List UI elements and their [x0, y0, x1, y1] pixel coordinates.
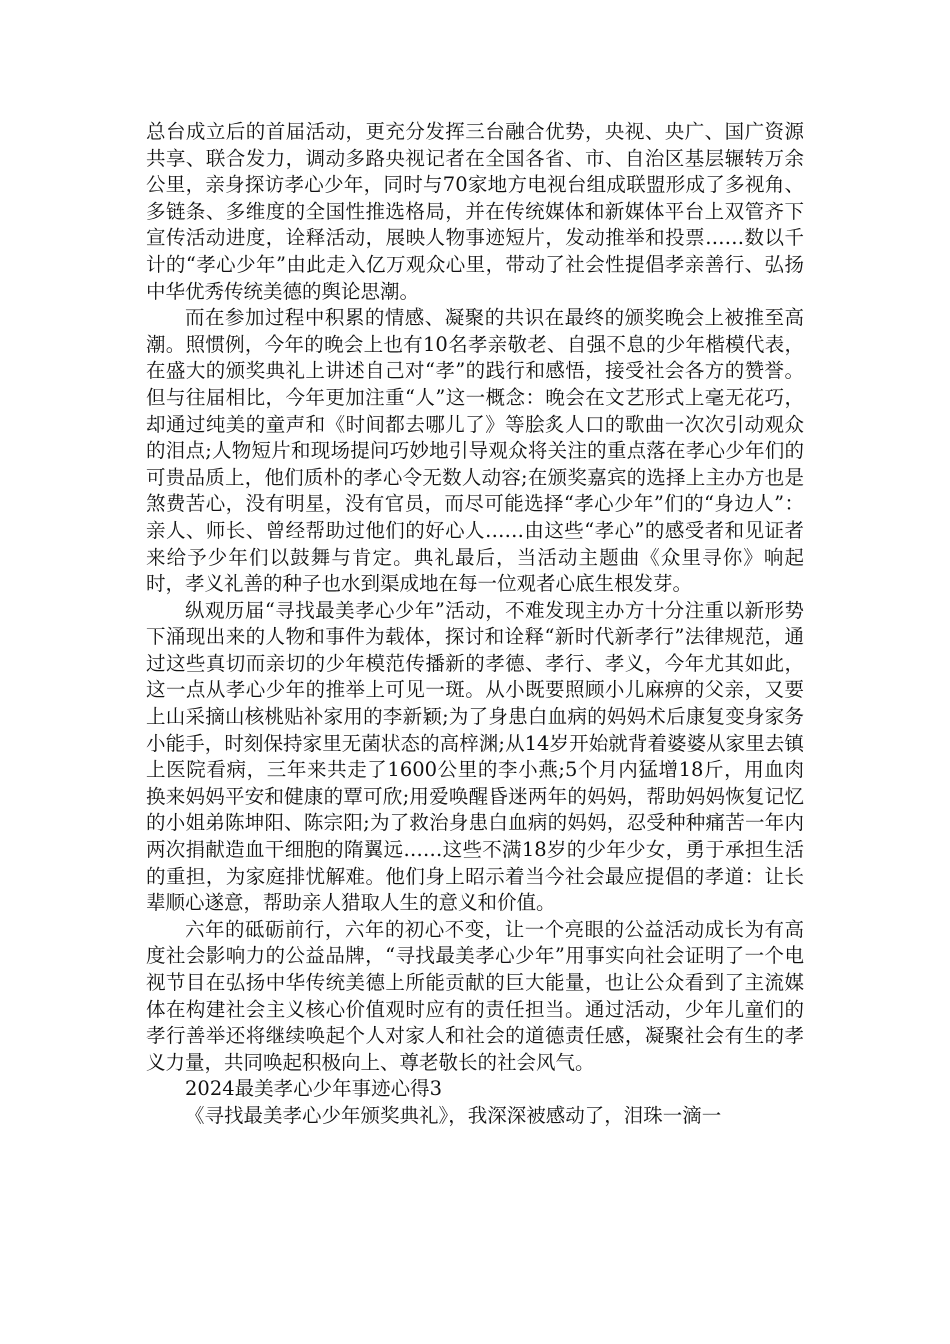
paragraph-1: 总台成立后的首届活动，更充分发挥三台融合优势，央视、央广、国广资源共享、联合发力，调动多路央视记者在全国各省、市、自治区基层辗转万余公里，亲身探访孝心少年，同时与70家地方电视台组成联盟形成了多视角、多链条、多维度的全国性推选格局，并在传统媒体和新媒体平台上双管齐下宣传活动进度，诠释活动，展映人物事迹短片，发动推举和投票……数以千计的“孝心少年”由此走入亿万观众心里，带动了社会性提倡孝亲善行、弘扬中华优秀传统美德的舆论思潮。 [146, 120, 804, 303]
paragraph-2: 而在参加过程中积累的情感、凝聚的共识在最终的颁奖晚会上被推至高潮。照惯例，今年的晚会上也有10名孝亲敬老、自强不息的少年楷模代表，在盛大的颁奖典礼上讲述自己对“孝”的践行和感悟，接受社会各方的赞誉。但与往届相比，今年更加注重“人”这一概念：晚会在文艺形式上毫无花巧，却通过纯美的童声和《时间都去哪儿了》等脍炙人口的歌曲一次次引动观众的泪点;人物短片和现场提问巧妙地引导观众将关注的重点落在孝心少年们的可贵品质上，他们质朴的孝心令无数人动容;在颁奖嘉宾的选择上主办方也是煞费苦心，没有明星，没有官员，而尽可能选择“孝心少年”们的“身边人”：亲人、师长、曾经帮助过他们的好心人……由这些“孝心”的感受者和见证者来给予少年们以鼓舞与肯定。典礼最后，当活动主题曲《众里寻你》响起时，孝义礼善的种子也水到渠成地在每一位观者心底生根发芽。 [146, 306, 804, 596]
paragraph-3: 纵观历届“寻找最美孝心少年”活动，不难发现主办方十分注重以新形势下涌现出来的人物和事件为载体，探讨和诠释“新时代新孝行”法律规范，通过这些真切而亲切的少年模范传播新的孝德、孝行、孝义，今年尤其如此，这一点从孝心少年的推举上可见一斑。从小既要照顾小儿麻痹的父亲，又要上山采摘山核桃贴补家用的李新颖;为了身患白血病的妈妈术后康复变身家务小能手，时刻保持家里无菌状态的高梓渊;从14岁开始就背着婆婆从家里去镇上医院看病，三年来共走了1600公里的李小燕;5个月内猛增18斤，用血肉换来妈妈平安和健康的覃可欣;用爱唤醒昏迷两年的妈妈，帮助妈妈恢复记忆的小姐弟陈坤阳、陈宗阳;为了救治身患白血病的妈妈，忍受种种痛苦一年内两次捐献造血干细胞的隋翼远……这些不满18岁的少年少女，勇于承担生活的重担，为家庭排忧解难。他们身上昭示着当今社会最应提倡的孝道：让长辈顺心遂意，帮助亲人猎取人生的意义和价值。 [146, 598, 804, 915]
paragraph-4: 六年的砥砺前行，六年的初心不变，让一个亮眼的公益活动成长为有高度社会影响力的公益品牌，“寻找最美孝心少年”用事实向社会证明了一个电视节目在弘扬中华传统美德上所能贡献的巨大能量，也让公众看到了主流媒体在构建社会主义核心价值观时应有的责任担当。通过活动，少年儿童们的孝行善举还将继续唤起个人对家人和社会的道德责任感，凝聚社会有生的孝义力量，共同唤起积极向上、尊老敬长的社会风气。 [146, 917, 804, 1074]
document-body [146, 119, 804, 1130]
section-heading: 2024最美孝心少年事迹心得3 [185, 1077, 443, 1101]
paragraph-5: 《寻找最美孝心少年颁奖典礼》，我深深被感动了，泪珠一滴一 [185, 1103, 722, 1127]
